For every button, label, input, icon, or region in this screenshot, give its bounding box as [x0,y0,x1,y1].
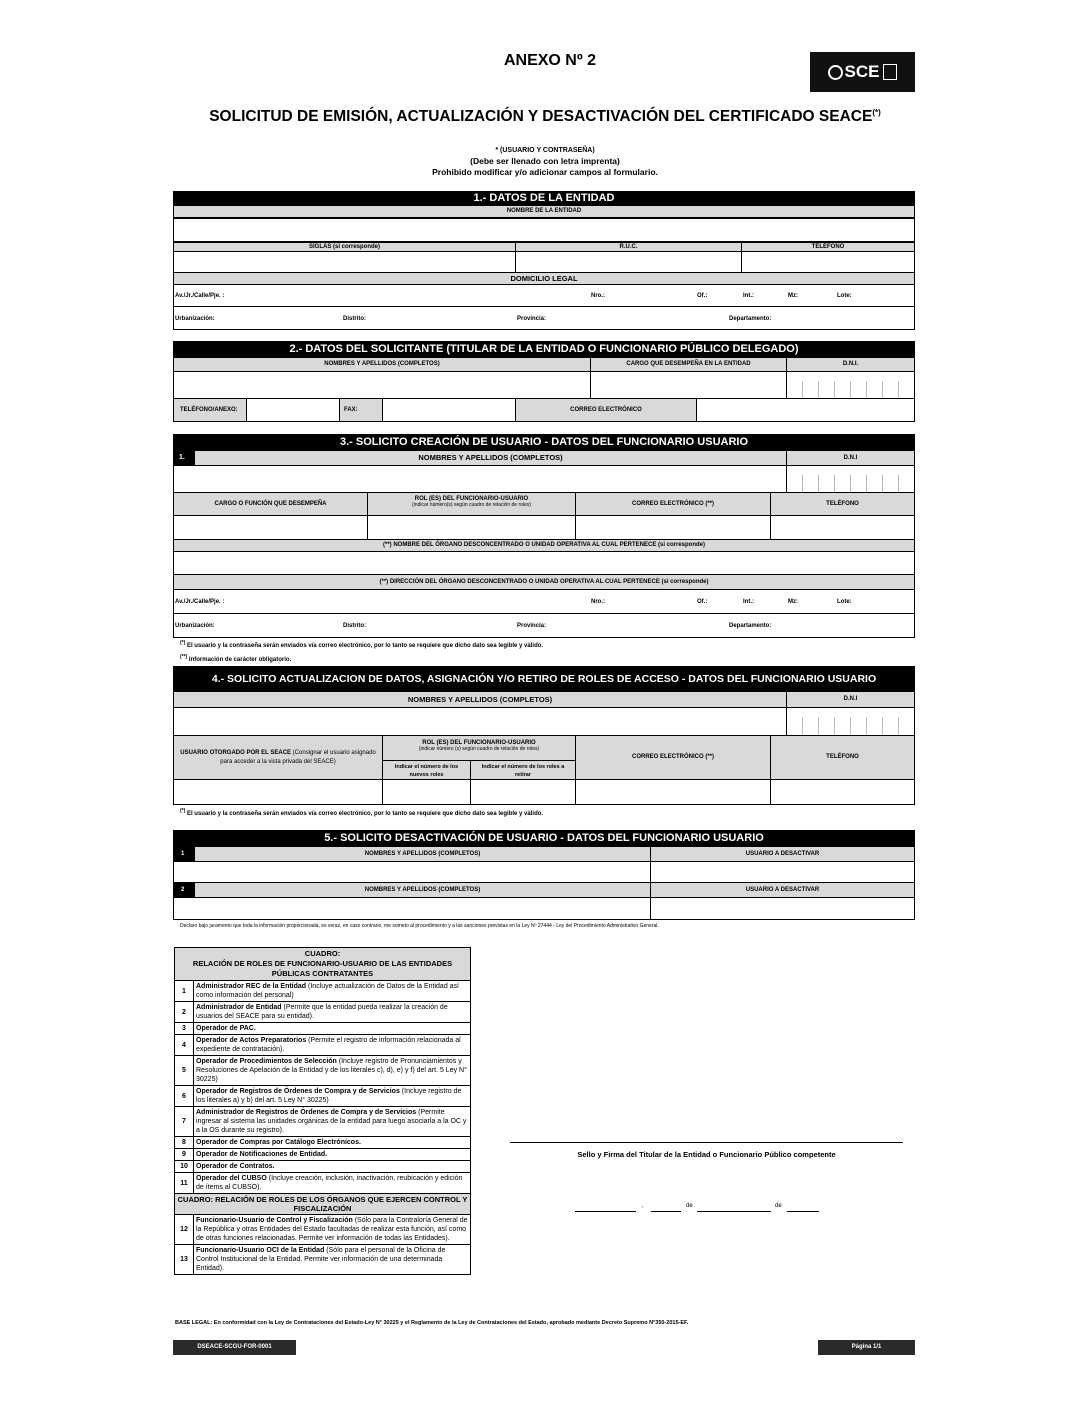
s1-ruc-header: R.U.C. [515,242,742,252]
s1-telefono-field[interactable] [741,251,915,273]
s4-dni-grid [802,717,914,735]
s4-retirar-field[interactable] [470,779,576,805]
role-row [175,1215,471,1245]
s2-cargo-field[interactable] [590,371,787,399]
s3-dni-grid [802,475,914,492]
s1-nombre-header: NOMBRE DE LA ENTIDAD [173,205,915,218]
date-de-2: de [775,1203,782,1209]
s4-usuario-header [173,735,383,780]
s3-distrito-label: Distrito: [343,623,366,629]
role-detail: (Permite ingresar al sistema las unidades orgánicas de la entidad para luego asociarla a la OC y a la OS durante su registro). [196,1109,467,1134]
s3-rol-sub: (indicar número(s) según cuadro de relación de roles) [412,502,531,508]
s2-cargo-header: CARGO QUE DESEMPEÑA EN LA ENTIDAD [590,357,787,372]
s3-telefono-header: TELÉFONO [770,492,915,516]
role-description [194,1137,471,1149]
s5-nombres-header-1: NOMBRES Y APELLIDOS (COMPLETOS) [194,846,651,862]
note-usuario: * (USUARIO Y CONTRASEÑA) [495,147,595,154]
s4-rol-sub: (indicar número (s) según cuadro de relación de roles) [418,746,540,752]
s4-retirar-header: Indicar el número de los roles a retirar [470,760,576,780]
section2-title: 2.- DATOS DEL SOLICITANTE (TITULAR DE LA ENTIDAD O FUNCIONARIO PÚBLICO DELEGADO) [173,341,915,357]
role-row [175,1056,471,1086]
role-name: Operador de Registros de Órdenes de Compra y de Servicios [196,1088,400,1095]
osce-logo [810,52,915,92]
s5-usuario-header-2: USUARIO A DESACTIVAR [650,882,915,898]
role-name: Operador de Compras por Catálogo Electrónicos. [196,1139,361,1146]
magnifier-icon [828,65,843,80]
s3-footnote-2 [180,654,291,663]
s3-organo-dir-header: (**) DIRECCIÓN DEL ÓRGANO DESCONCENTRADO O UNIDAD OPERATIVA AL CUAL PERTENECE (si corresponde) [173,574,915,590]
s3-address-row[interactable] [173,589,915,614]
fn1-text: El usuario y la contraseña serán enviados vía correo electrónico, por lo tanto se requiere que dicho dato sea legible y válido. [186,643,544,649]
role-description [194,1245,471,1275]
s1-siglas-field[interactable] [173,251,516,273]
s2-fax-label-cell [339,398,383,422]
role-description [194,1086,471,1107]
roles-table-title: CUADRO: RELACIÓN DE ROLES DE FUNCIONARIO-USUARIO DE LAS ENTIDADES PÚBLICAS CONTRATANTES [175,948,471,981]
s1-departamento-label: Departamento: [729,316,772,322]
role-description [194,1056,471,1086]
s3-provincia-label: Provincia: [517,623,547,629]
s3-urb-label: Urbanización: [175,623,215,629]
s3-organo-nombre-header: (**) NOMBRE DEL ÓRGANO DESCONCENTRADO O UNIDAD OPERATIVA AL CUAL PERTENECE (si corresponde) [173,539,915,552]
s5-num1: 1 [181,851,185,857]
s1-nombre-field[interactable] [173,218,915,242]
role-number: 6 [175,1086,194,1107]
roles-table-title-2: CUADRO: RELACIÓN DE ROLES DE LOS ÓRGANOS QUE EJERCEN CONTROL Y FISCALIZACIÓN [175,1194,471,1215]
s3-num-cell [173,450,195,466]
note-imprenta: (Debe ser llenado con letra imprenta) [470,156,620,166]
role-number: 13 [175,1245,194,1275]
role-description [194,1215,471,1245]
s1-mz-label: Mz: [788,293,798,299]
s1-domicilio-header: DOMICILIO LEGAL [173,272,915,285]
s4-nuevos-field[interactable] [382,779,471,805]
anexo-title: ANEXO Nº 2 [503,52,597,69]
s4-dni-header: D.N.I [786,691,915,708]
signature-label: Sello y Firma del Titular de la Entidad o Funcionario Público competente [577,1150,836,1159]
role-row [175,1149,471,1161]
s3-correo-field[interactable] [575,515,771,540]
role-row [175,981,471,1002]
role-detail: (Incluye registro de los literales a) y b) del art. 5 Ley N° 30225) [196,1088,462,1104]
role-name: Operador de PAC. [196,1025,256,1032]
s3-telefono-field[interactable] [770,515,915,540]
s2-tel-label-cell [173,398,247,422]
s3-organo-nombre-field[interactable] [173,551,915,575]
role-detail: (Incluye registro de Pronunciamientos y Resoluciones de Apelación de la Entidad y de los literales c), d), e) y f) del art. 5 Ley N° 30225) [196,1058,467,1083]
form-title-mark: (*) [872,108,881,117]
date-line-day[interactable] [651,1211,681,1212]
s2-correo-label: CORREO ELECTRÓNICO [515,398,697,422]
s4-fn-text: El usuario y la contraseña serán enviados vía correo electrónico, por lo tanto se requiere que dicho dato sea legible y válido. [186,811,544,817]
s3-int-label: Int.: [743,599,754,605]
role-number: 4 [175,1035,194,1056]
s4-nuevos-header: Indicar el número de los nuevos roles [382,760,471,780]
section1-title: 1.- DATOS DE LA ENTIDAD [173,191,915,205]
s1-telefono-header: TELÉFONO [741,242,915,252]
page-number: Página 1/1 [818,1340,915,1355]
s3-nro-label: Nro.: [591,599,605,605]
role-number: 1 [175,981,194,1002]
form-notes [300,145,790,178]
s4-nombres-header: NOMBRES Y APELLIDOS (COMPLETOS) [173,691,787,708]
role-name: Funcionario-Usuario de Control y Fiscalización [196,1217,353,1224]
role-name: Administrador de Entidad [196,1004,282,1011]
s3-av-label: Av./Jr./Calle/Pje. : [175,599,225,605]
s5-usuario-field-1[interactable] [650,861,915,883]
s2-correo-field[interactable] [696,398,915,422]
role-name: Operador de Procedimientos de Selección [196,1058,337,1065]
s4-rol-title: ROL (ES) DEL FUNCIONARIO-USUARIO [422,740,536,746]
role-description [194,1173,471,1194]
s5-nombres-field-2[interactable] [173,897,651,920]
role-row [175,1086,471,1107]
role-number: 10 [175,1161,194,1173]
s2-fax-label: FAX: [344,407,358,413]
s1-address-row[interactable] [173,284,915,307]
s3-rol-title: ROL (ES) DEL FUNCIONARIO-USUARIO [414,496,529,502]
s1-siglas-header: SIGLAS (si corresponde) [173,242,516,252]
s1-nro-label: Nro.: [591,293,605,299]
s1-ofi-label: Of.: [697,293,708,299]
s5-nombres-header-2: NOMBRES Y APELLIDOS (COMPLETOS) [194,882,651,898]
s3-rol-field[interactable] [367,515,576,540]
s1-lote-label: Lote: [837,293,852,299]
role-number: 8 [175,1137,194,1149]
role-row [175,1173,471,1194]
fn2-mark: (**) [180,654,188,660]
s3-lote-label: Lote: [837,599,852,605]
role-detail: (Permite el registro de información relacionada al expediente de contratación). [196,1037,461,1053]
s5-num2: 2 [181,887,185,893]
s5-usuario-field-2[interactable] [650,897,915,920]
roles-table [174,947,471,1275]
s1-provincia-label: Provincia: [517,316,547,322]
s2-nombres-field[interactable] [173,371,591,399]
s3-nombres-field[interactable] [173,465,787,493]
date-line-year[interactable] [787,1211,819,1212]
role-detail: (Permite que la entidad pueda realizar la creación de usuarios del SEACE para su entidad). [196,1004,448,1020]
s4-rol-header [382,735,576,761]
s2-dni-header: D.N.I. [786,357,915,372]
s4-fn-mark: (*) [180,808,186,814]
s3-cargo-header: CARGO O FUNCIÓN QUE DESEMPEÑA [173,492,368,516]
date-line-month[interactable] [697,1211,771,1212]
s3-departamento-label: Departamento: [729,623,772,629]
note-prohibido: Prohibido modificar y/o adicionar campos al formulario. [432,167,658,177]
s4-footnote [180,808,543,817]
role-number: 3 [175,1023,194,1035]
section4-title: 4.- SOLICITO ACTUALIZACION DE DATOS, ASIGNACIÓN Y/O RETIRO DE ROLES DE ACCESO - DATOS DEL FUNCIONARIO USUARIO [173,666,915,692]
role-detail: (Incluye creación, inclusión, inactivación, reubicación y edición de ítems al CUBSO). [196,1175,463,1191]
s3-num: 1. [179,454,185,461]
fn2-text: Información de carácter obligatorio. [188,657,292,663]
s4-usuario-field[interactable] [173,779,383,805]
role-description [194,1107,471,1137]
s3-correo-header: CORREO ELECTRÓNICO (**) [575,492,771,516]
s1-ruc-field[interactable] [515,251,742,273]
s2-tel-label: TELÉFONO/ANEXO: [180,407,238,413]
role-name: Funcionario-Usuario OCI de la Entidad [196,1247,325,1254]
role-description [194,1149,471,1161]
role-name: Operador de Actos Preparatorios [196,1037,307,1044]
role-row [175,1023,471,1035]
role-row [175,1161,471,1173]
section3-title: 3.- SOLICITO CREACIÓN DE USUARIO - DATOS DEL FUNCIONARIO USUARIO [173,434,915,450]
s3-cargo-field[interactable] [173,515,368,540]
signature-line[interactable] [510,1142,903,1143]
s2-fax-field[interactable] [382,398,516,422]
fn1-mark: (*) [180,640,186,646]
role-description [194,1002,471,1023]
role-number: 12 [175,1215,194,1245]
logo-text: SCE [844,62,880,81]
s5-num2-cell [173,882,195,898]
role-row [175,1035,471,1056]
s4-usuario-title: USUARIO OTORGADO POR EL SEACE [180,750,292,756]
role-row [175,1245,471,1275]
role-name: Operador de Notificaciones de Entidad. [196,1151,328,1158]
role-row [175,1137,471,1149]
date-de-1: de [686,1203,693,1209]
s5-nombres-field-1[interactable] [173,861,651,883]
s3-rol-header [367,492,576,516]
role-name: Administrador de Registros de Órdenes de Compra y de Servicios [196,1109,417,1116]
s3-ofi-label: Of.: [697,599,708,605]
s3-footnote-1 [180,640,543,649]
declaracion-jurada: Declaro bajo juramento que toda la información proporcionada, es veraz, en caso contrario, me someto al procedimiento y a las sanciones previstas en la Ley Nº 27444 - Ley del Procedimiento Administrativo General. [180,923,659,929]
logo-emblem [883,64,897,80]
role-name: Administrador REC de la Entidad [196,983,307,990]
role-number: 5 [175,1056,194,1086]
role-description [194,1023,471,1035]
s3-nombres-header: NOMBRES Y APELLIDOS (COMPLETOS) [194,450,787,466]
role-name: Operador de Contratos. [196,1163,275,1170]
s5-num1-cell [173,846,195,862]
role-description [194,1035,471,1056]
form-title [150,108,940,126]
s4-telefono-field[interactable] [770,779,915,805]
role-name: Operador del CUBSO [196,1175,267,1182]
s4-nombres-field[interactable] [173,707,787,736]
role-number: 7 [175,1107,194,1137]
role-detail: (Incluye actualización de Datos de la Entidad así como información del personal) [196,983,460,999]
role-detail: (Sólo para la Contraloría General de la República y otras Entidades del Estado facultadas de realizar esta función, así como de otras funciones relacionadas. Permite ver información de todas las Entidades). [196,1217,468,1242]
s2-tel-field[interactable] [246,398,340,422]
s1-int-label: Int.: [743,293,754,299]
s2-dni-grid [802,381,914,398]
role-description [194,1161,471,1173]
role-number: 11 [175,1173,194,1194]
s1-urb-label: Urbanización: [175,316,215,322]
s1-distrito-label: Distrito: [343,316,366,322]
s1-av-label: Av./Jr./Calle/Pje. : [175,293,225,299]
role-detail: (Sólo para el personal de la Oficina de Control Institucional de la Entidad. Permite ver información de una determinada Entidad). [196,1247,446,1272]
form-code: DSEACE-SCGU-FOR-0001 [173,1340,296,1355]
s5-usuario-header-1: USUARIO A DESACTIVAR [650,846,915,862]
role-number: 2 [175,1002,194,1023]
s3-mz-label: Mz: [788,599,798,605]
s4-correo-field[interactable] [575,779,771,805]
form-title-text: SOLICITUD DE EMISIÓN, ACTUALIZACIÓN Y DESACTIVACIÓN DEL CERTIFICADO SEACE [209,108,873,126]
section5-title: 5.- SOLICITO DESACTIVACIÓN DE USUARIO - DATOS DEL FUNCIONARIO USUARIO [173,830,915,846]
base-legal: BASE LEGAL: En conformidad con la Ley de Contrataciones del Estado-Ley N° 30225 y el Reglamento de la Ley de Contrataciones del Estado, aprobado mediante Decreto Supremo N°350-2015-EF. [175,1320,689,1326]
date-line-place[interactable] [575,1211,636,1212]
role-row [175,1107,471,1137]
role-row [175,1002,471,1023]
role-number: 9 [175,1149,194,1161]
s3-dni-header: D.N.I [786,450,915,466]
role-description [194,981,471,1002]
s4-telefono-header: TELÉFONO [770,735,915,780]
s2-nombres-header: NOMBRES Y APELLIDOS (COMPLETOS) [173,357,591,372]
s4-correo-header: CORREO ELECTRÓNICO (**) [575,735,771,780]
date-comma: , [642,1203,644,1209]
s4-usuario-note: (Consignar el usuario asignado para acceder a la vista privada del SEACE) [220,750,376,765]
